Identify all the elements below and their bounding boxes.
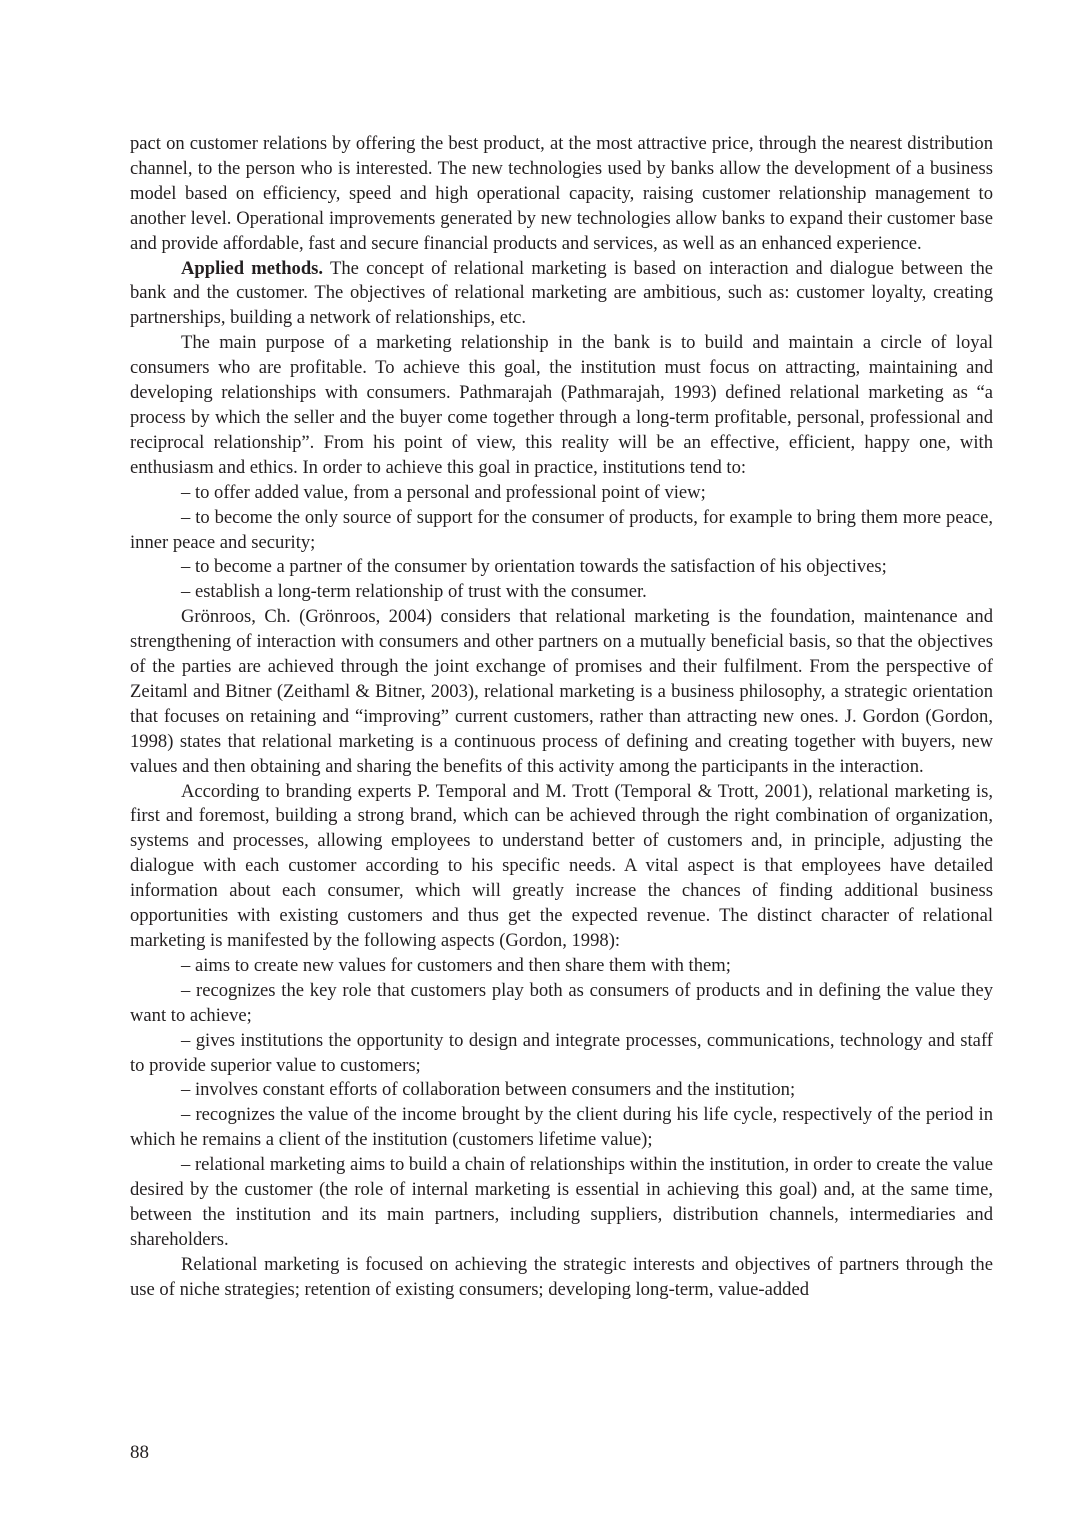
section-heading: Applied methods. [181, 257, 324, 279]
list-item: – to become a partner of the consumer by orientation towards the satisfaction of his objectives; [181, 556, 887, 578]
paragraph-16: Relational marketing is focused on achieving the strategic interests and objectives of partners through the use of niche strategies; retention of existing consumers; developing long-term, value-added [130, 1253, 993, 1300]
paragraph-1: pact on customer relations by offering the best product, at the most attractive price, through the nearest distribution channel, to the person who is interested. The new technologies used by banks allow the development of a business model based on efficiency, speed and high operational capacity, raising customer relationship management to another level. Operational improvements generated by new technologies allow banks to expand their customer base and provide affordable, fast and secure financial products and services, as well as an enhanced experience. [130, 133, 993, 254]
list-item: – to become the only source of support for the consumer of products, for example to bring them more peace, inner peace and security; [130, 506, 993, 553]
page-body [130, 132, 993, 1303]
list-item: – to offer added value, from a personal and professional point of view; [181, 481, 706, 503]
list-item: – aims to create new values for customers and then share them with them; [181, 954, 731, 976]
list-item: – involves constant efforts of collaboration between consumers and the institution; [181, 1079, 796, 1101]
list-item: – recognizes the value of the income brought by the client during his life cycle, respectively of the period in which he remains a client of the institution (customers lifetime value); [130, 1104, 993, 1151]
list-item: – establish a long-term relationship of trust with the consumer. [181, 581, 647, 603]
paragraph-8: Grönroos, Ch. (Grönroos, 2004) considers that relational marketing is the foundation, maintenance and strengthening of interaction with consumers and other partners on a mutually beneficial basis, so that the objectives of the parties are achieved through the joint exchange of promises and their fulfilment. From the perspective of Zeitaml and Bitner (Zeithaml & Bitner, 2003), relational marketing is a business philosophy, a strategic orientation that focuses on retaining and “improving” current customers, rather than attracting new ones. J. Gordon (Gordon, 1998) states that relational marketing is a continuous process of defining and creating together with buyers, new values and then obtaining and sharing the benefits of this activity among the participants in the interaction. [130, 606, 993, 777]
paragraph-text: The concept of relational marketing is based on interaction and dialogue between the bank and the customer. The objectives of relational marketing are ambitious, such as: customer loyalty, creating partnerships, building a network of relationships, etc. [130, 257, 994, 329]
paragraph-applied-methods [130, 257, 993, 332]
paragraph-9: According to branding experts P. Temporal and M. Trott (Temporal & Trott, 2001), relational marketing is, first and foremost, building a strong brand, which can be achieved through the right combination of organization, systems and processes, allowing employees to understand better of customers and, in principle, adjusting the dialogue with each customer according to his specific needs. A vital aspect is that employees have detailed information about each consumer, which will greatly increase the chances of finding additional business opportunities with existing customers and thus get the expected revenue. The distinct character of relational marketing is manifested by the following aspects (Gordon, 1998): [130, 780, 993, 951]
page-number: 88 [130, 1442, 149, 1463]
list-item: – relational marketing aims to build a chain of relationships within the institution, in order to create the value desired by the customer (the role of internal marketing is essential in achieving this goal) and, at the same time, between the institution and its main partners, including suppliers, distribution channels, intermediaries and shareholders. [130, 1154, 993, 1250]
list-item: – gives institutions the opportunity to design and integrate processes, communications, technology and staff to provide superior value to customers; [130, 1029, 993, 1076]
list-item: – recognizes the key role that customers play both as consumers of products and in defining the value they want to achieve; [130, 979, 993, 1026]
paragraph-3: The main purpose of a marketing relationship in the bank is to build and maintain a circle of loyal consumers who are profitable. To achieve this goal, the institution must focus on attracting, maintaining and developing relationships with consumers. Pathmarajah (Pathmarajah, 1993) defined relational marketing as “a process by which the seller and the buyer come together through a long-term profitable, personal, professional and reciprocal relationship”. From his point of view, this reality will be an effective, efficient, happy one, with enthusiasm and ethics. In order to achieve this goal in practice, institutions tend to: [130, 332, 993, 478]
